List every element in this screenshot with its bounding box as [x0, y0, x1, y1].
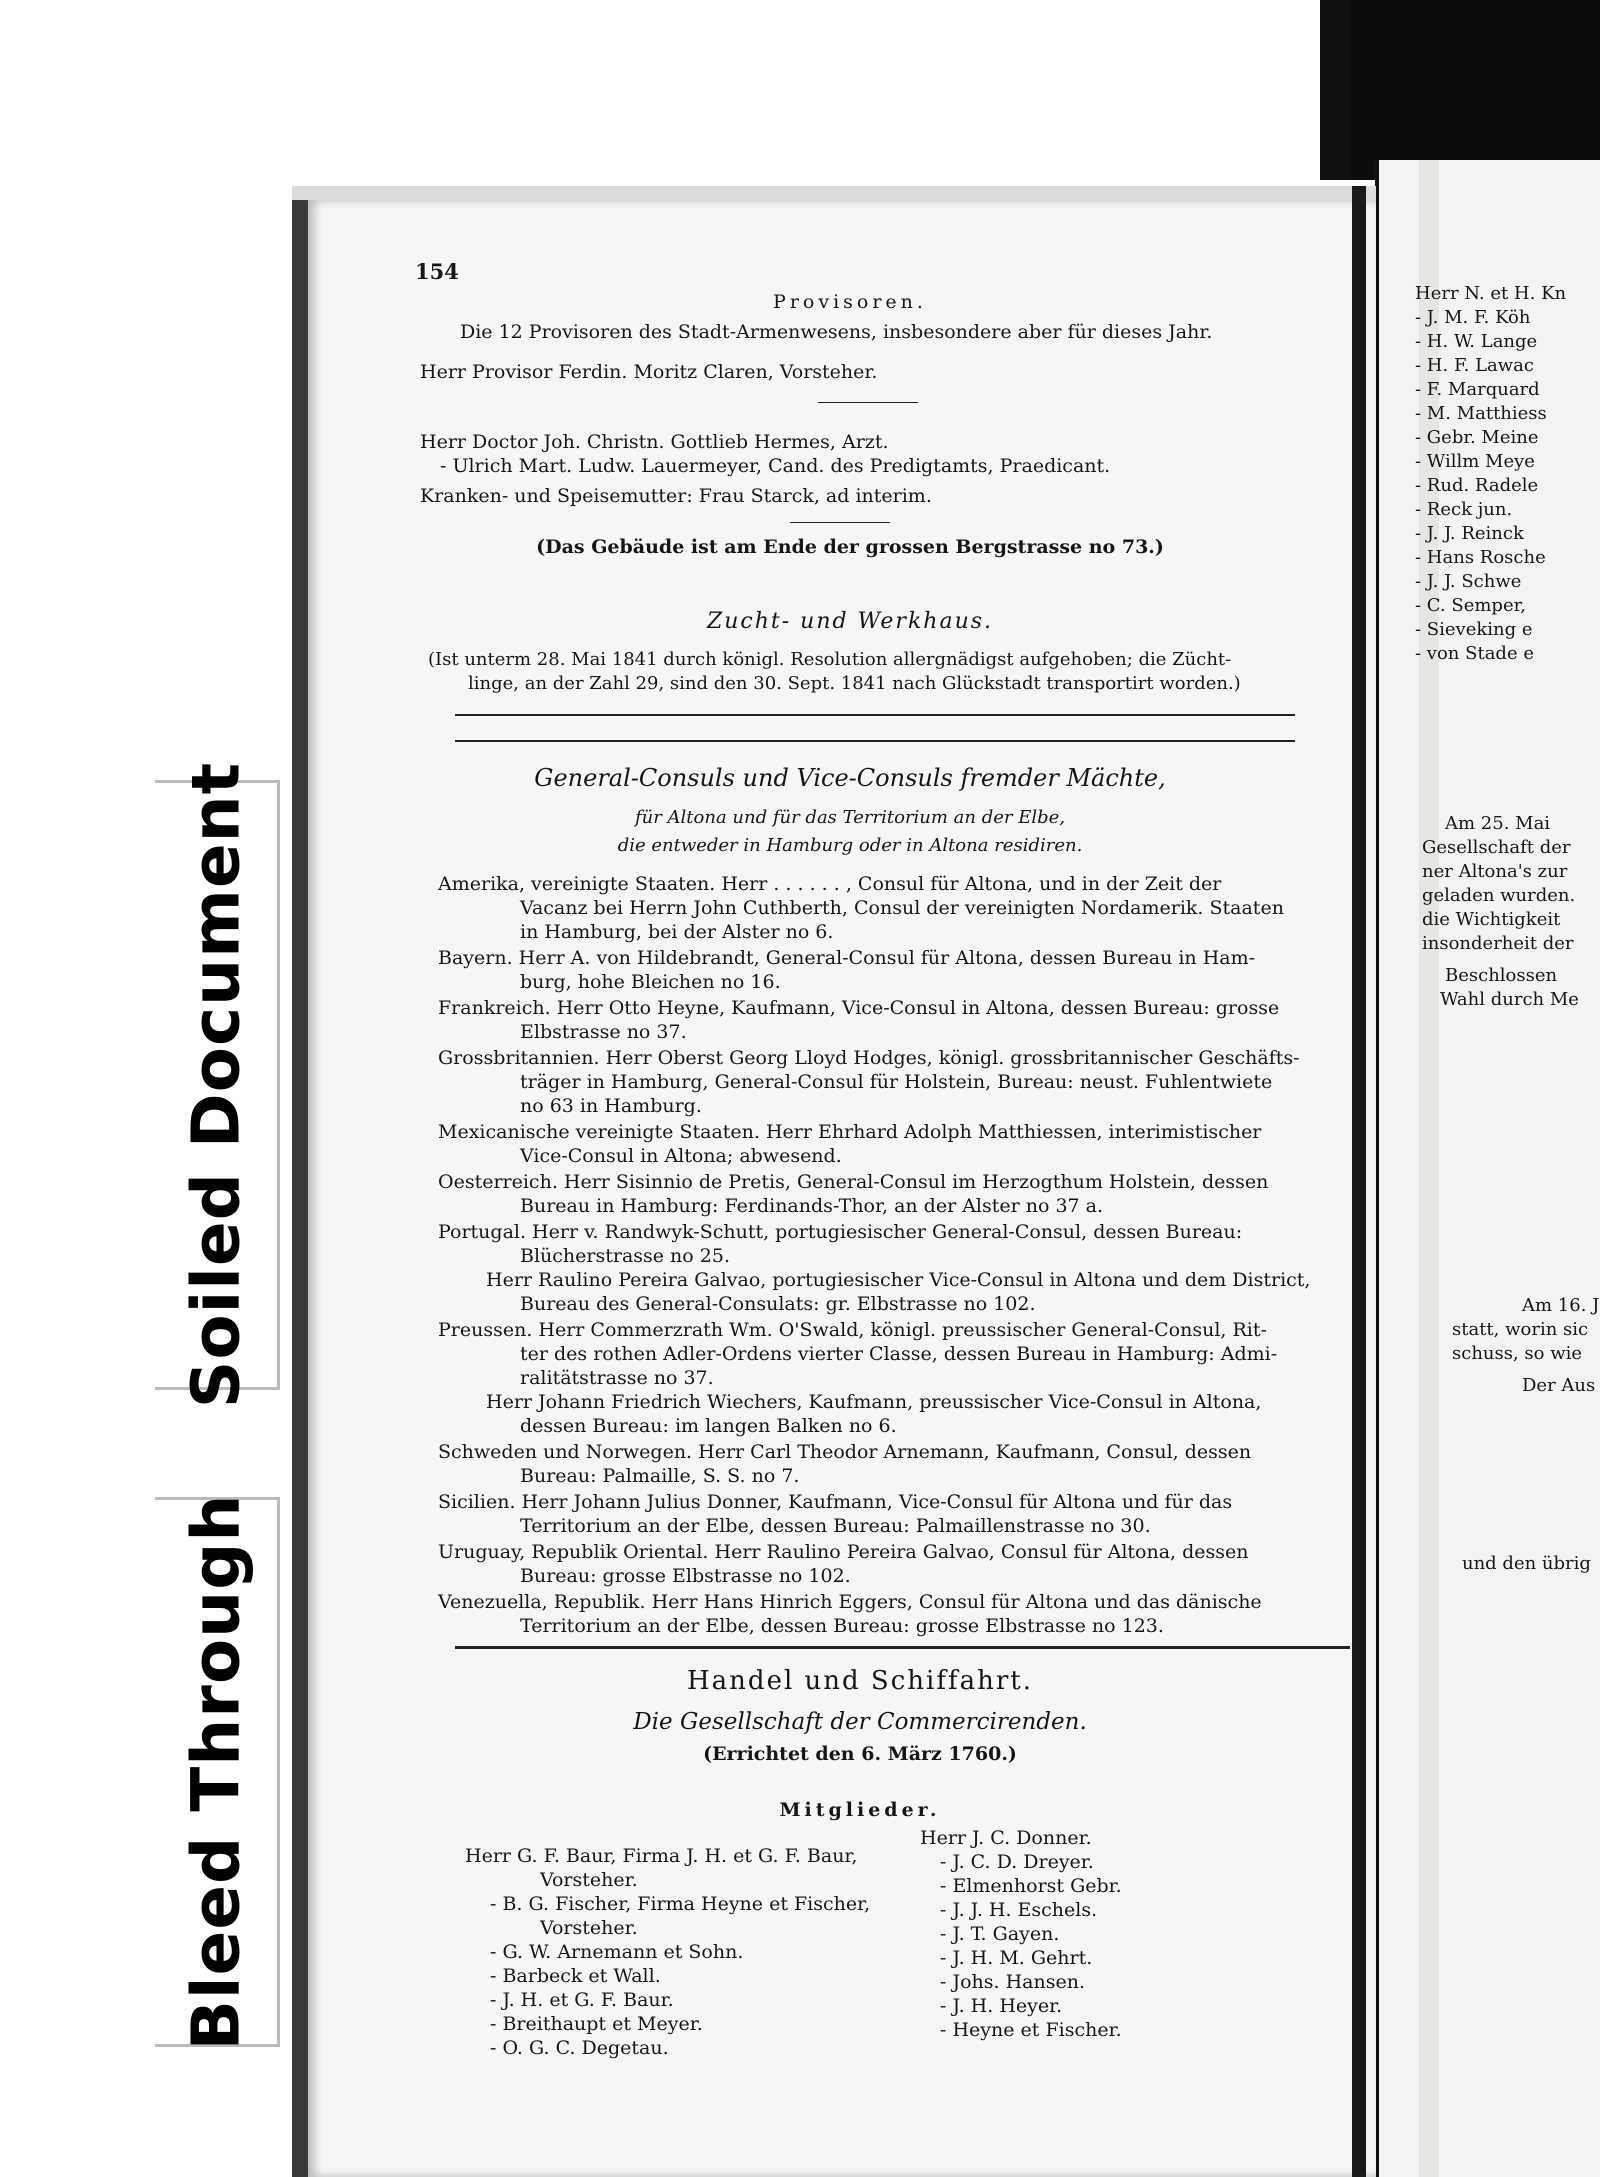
consul-line: Bureau des General-Consulats: gr. Elbstrasse no 102.: [520, 1293, 1036, 1315]
page-gutter: [1352, 186, 1366, 2177]
consul-line: burg, hohe Bleichen no 16.: [520, 971, 781, 993]
handel-founded: (Errichtet den 6. März 1760.): [703, 1743, 1017, 1765]
consuls-sub-1: für Altona und für das Territorium an der Elbe,: [634, 807, 1066, 828]
member-right: - J. J. H. Eschels.: [940, 1899, 1098, 1921]
divider: [455, 714, 1295, 716]
zucht-heading: Zucht- und Werkhaus.: [706, 609, 994, 634]
member-right: - J. C. D. Dreyer.: [940, 1851, 1094, 1873]
consul-line: Oesterreich. Herr Sisinnio de Pretis, General-Consul im Herzogthum Holstein, dessen: [438, 1171, 1269, 1193]
consul-line: Portugal. Herr v. Randwyk-Schutt, portugiesischer General-Consul, dessen Bureau:: [438, 1221, 1243, 1243]
member-right: - Johs. Hansen.: [940, 1971, 1085, 1993]
member-right: - Elmenhorst Gebr.: [940, 1875, 1122, 1897]
right-list-item: - von Stade e: [1415, 643, 1534, 664]
page-number: 154: [415, 259, 459, 284]
consuls-sub-2: die entweder in Hamburg oder in Altona residiren.: [617, 835, 1083, 856]
consul-line: Territorium an der Elbe, dessen Bureau: Palmaillenstrasse no 30.: [520, 1515, 1151, 1537]
scan-dark-edge: [1320, 0, 1600, 180]
consul-line: Mexicanische vereinigte Staaten. Herr Ehrhard Adolph Matthiessen, interimistischer: [438, 1121, 1262, 1143]
provisoren-doctor: Herr Doctor Joh. Christn. Gottlieb Hermes, Arzt.: [420, 431, 889, 453]
divider: [818, 402, 918, 403]
consul-line: Preussen. Herr Commerzrath Wm. O'Swald, königl. preussischer General-Consul, Rit-: [438, 1319, 1267, 1341]
consul-line: Venezuella, Republik. Herr Hans Hinrich Eggers, Consul für Altona und das dänische: [438, 1591, 1262, 1613]
divider: [455, 740, 1295, 742]
divider: [790, 522, 890, 523]
divider: [455, 1646, 1350, 1649]
right-list-item: - H. W. Lange: [1415, 331, 1538, 352]
right-para-3: und den übrig: [1462, 1553, 1591, 1574]
provisoren-heading: Provisoren.: [773, 291, 927, 313]
member-left: - B. G. Fischer, Firma Heyne et Fischer,: [490, 1893, 871, 1915]
right-list-item: - Gebr. Meine: [1415, 427, 1539, 448]
right-list-item: - M. Matthiess: [1415, 403, 1547, 424]
right-list-item: - J. J. Schwe: [1415, 571, 1522, 592]
member-left: Herr G. F. Baur, Firma J. H. et G. F. Baur,: [465, 1845, 858, 1867]
right-list-item: - Hans Rosche: [1415, 547, 1546, 568]
member-left: Vorsteher.: [540, 1869, 638, 1891]
provisoren-mother: Kranken- und Speisemutter: Frau Starck, ad interim.: [420, 485, 932, 507]
consul-line: Vacanz bei Herrn John Cuthberth, Consul der vereinigten Nordamerik. Staaten: [520, 897, 1284, 919]
provisoren-building: (Das Gebäude ist am Ende der grossen Bergstrasse no 73.): [536, 536, 1164, 558]
right-list-item: - J. J. Reinck: [1415, 523, 1524, 544]
consul-line: Blücherstrasse no 25.: [520, 1245, 730, 1267]
consul-line: Grossbritannien. Herr Oberst Georg Lloyd Hodges, königl. grossbritannischer Geschäfts-: [438, 1047, 1300, 1069]
right-list-item: - F. Marquard: [1415, 379, 1540, 400]
consul-line: Frankreich. Herr Otto Heyne, Kaufmann, Vice-Consul in Altona, dessen Bureau: grosse: [438, 997, 1280, 1019]
right-para-line: Der Aus: [1522, 1375, 1596, 1396]
member-left: - O. G. C. Degetau.: [490, 2037, 669, 2059]
member-left: Vorsteher.: [540, 1917, 638, 1939]
provisoren-preacher: - Ulrich Mart. Ludw. Lauermeyer, Cand. des Predigtamts, Praedicant.: [440, 455, 1111, 477]
right-para-line: Gesellschaft der: [1422, 837, 1571, 858]
provisoren-chair: Herr Provisor Ferdin. Moritz Claren, Vorsteher.: [420, 361, 878, 383]
label-tag-bleed: [155, 1493, 280, 2051]
consul-line: Bayern. Herr A. von Hildebrandt, General-Consul für Altona, dessen Bureau in Ham-: [438, 947, 1256, 969]
member-right: - Heyne et Fischer.: [940, 2019, 1122, 2041]
zucht-note-1: (Ist unterm 28. Mai 1841 durch königl. Resolution allergnädigst aufgehoben; die Zücht-: [428, 649, 1232, 670]
consul-line: Bureau: grosse Elbstrasse no 102.: [520, 1565, 851, 1587]
consul-line: Sicilien. Herr Johann Julius Donner, Kaufmann, Vice-Consul für Altona und für das: [438, 1491, 1233, 1513]
right-para-line: statt, worin sic: [1452, 1319, 1589, 1340]
member-left: - G. W. Arnemann et Sohn.: [490, 1941, 744, 1963]
label-tag-soiled: [155, 761, 280, 1409]
right-para-line: ner Altona's zur: [1422, 861, 1568, 882]
right-para-line: Am 16. J: [1522, 1295, 1600, 1316]
consul-line: Amerika, vereinigte Staaten. Herr . . . . . . , Consul für Altona, und in der Zeit der: [438, 873, 1222, 895]
handel-sub: Die Gesellschaft der Commercirenden.: [633, 1709, 1087, 1735]
member-right: - J. H. Heyer.: [940, 1995, 1063, 2017]
right-para-line: Wahl durch Me: [1440, 989, 1579, 1010]
right-list-item: - H. F. Lawac: [1415, 355, 1534, 376]
consul-line: ter des rothen Adler-Ordens vierter Classe, dessen Bureau in Hamburg: Admi-: [520, 1343, 1278, 1365]
right-para-line: Am 25. Mai: [1445, 813, 1551, 834]
consuls-heading: General-Consuls und Vice-Consuls fremder Mächte,: [534, 764, 1166, 792]
consul-line: in Hamburg, bei der Alster no 6.: [520, 921, 834, 943]
label-soiled: Soiled Document: [177, 761, 255, 1409]
consul-line: Bureau in Hamburg: Ferdinands-Thor, an der Alster no 37 a.: [520, 1195, 1104, 1217]
right-list-item: - Rud. Radele: [1415, 475, 1539, 496]
handel-heading: Handel und Schiffahrt.: [687, 1666, 1033, 1696]
consul-line: träger in Hamburg, General-Consul für Holstein, Bureau: neust. Fuhlentwiete: [520, 1071, 1273, 1093]
members-heading: Mitglieder.: [779, 1799, 941, 1821]
consul-line: dessen Bureau: im langen Balken no 6.: [520, 1415, 897, 1437]
right-list-item: - Willm Meye: [1415, 451, 1535, 472]
right-para-line: die Wichtigkeit: [1422, 909, 1561, 930]
right-para-line: Beschlossen: [1445, 965, 1558, 986]
consul-line: Herr Raulino Pereira Galvao, portugiesischer Vice-Consul in Altona und dem District,: [486, 1269, 1311, 1291]
right-list-item: - C. Semper,: [1415, 595, 1526, 616]
right-list-item: Herr N. et H. Kn: [1415, 283, 1567, 304]
consul-line: Bureau: Palmaille, S. S. no 7.: [520, 1465, 800, 1487]
member-right: - J. H. M. Gehrt.: [940, 1947, 1093, 1969]
consul-line: Territorium an der Elbe, dessen Bureau: grosse Elbstrasse no 123.: [520, 1615, 1164, 1637]
consul-line: Herr Johann Friedrich Wiechers, Kaufmann, preussischer Vice-Consul in Altona,: [486, 1391, 1262, 1413]
member-left: - Barbeck et Wall.: [490, 1965, 661, 1987]
right-list-item: - Sieveking e: [1415, 619, 1533, 640]
right-para-line: schuss, so wie: [1452, 1343, 1583, 1364]
consul-line: Elbstrasse no 37.: [520, 1021, 687, 1043]
page-top-edge: [292, 186, 1376, 200]
member-right: Herr J. C. Donner.: [920, 1827, 1092, 1849]
binding-shadow: [1320, 0, 1350, 180]
zucht-note-2: linge, an der Zahl 29, sind den 30. Sept. 1841 nach Glückstadt transportirt worden.): [468, 673, 1241, 694]
right-para-line: geladen wurden.: [1422, 885, 1576, 906]
right-para-line: insonderheit der: [1422, 933, 1574, 954]
member-right: - J. T. Gayen.: [940, 1923, 1060, 1945]
right-list-item: - J. M. F. Köh: [1415, 307, 1531, 328]
provisoren-intro: Die 12 Provisoren des Stadt-Armenwesens, insbesondere aber für dieses Jahr.: [460, 321, 1213, 343]
label-bleed: Bleed Through: [177, 1493, 255, 2051]
consul-line: Vice-Consul in Altona; abwesend.: [520, 1145, 842, 1167]
consul-line: Uruguay, Republik Oriental. Herr Raulino Pereira Galvao, Consul für Altona, dessen: [438, 1541, 1249, 1563]
consul-line: no 63 in Hamburg.: [520, 1095, 702, 1117]
consul-line: ralitätstrasse no 37.: [520, 1367, 714, 1389]
member-left: - Breithaupt et Meyer.: [490, 2013, 703, 2035]
consul-line: Schweden und Norwegen. Herr Carl Theodor Arnemann, Kaufmann, Consul, dessen: [438, 1441, 1252, 1463]
member-left: - J. H. et G. F. Baur.: [490, 1989, 674, 2011]
right-list-item: - Reck jun.: [1415, 499, 1513, 520]
